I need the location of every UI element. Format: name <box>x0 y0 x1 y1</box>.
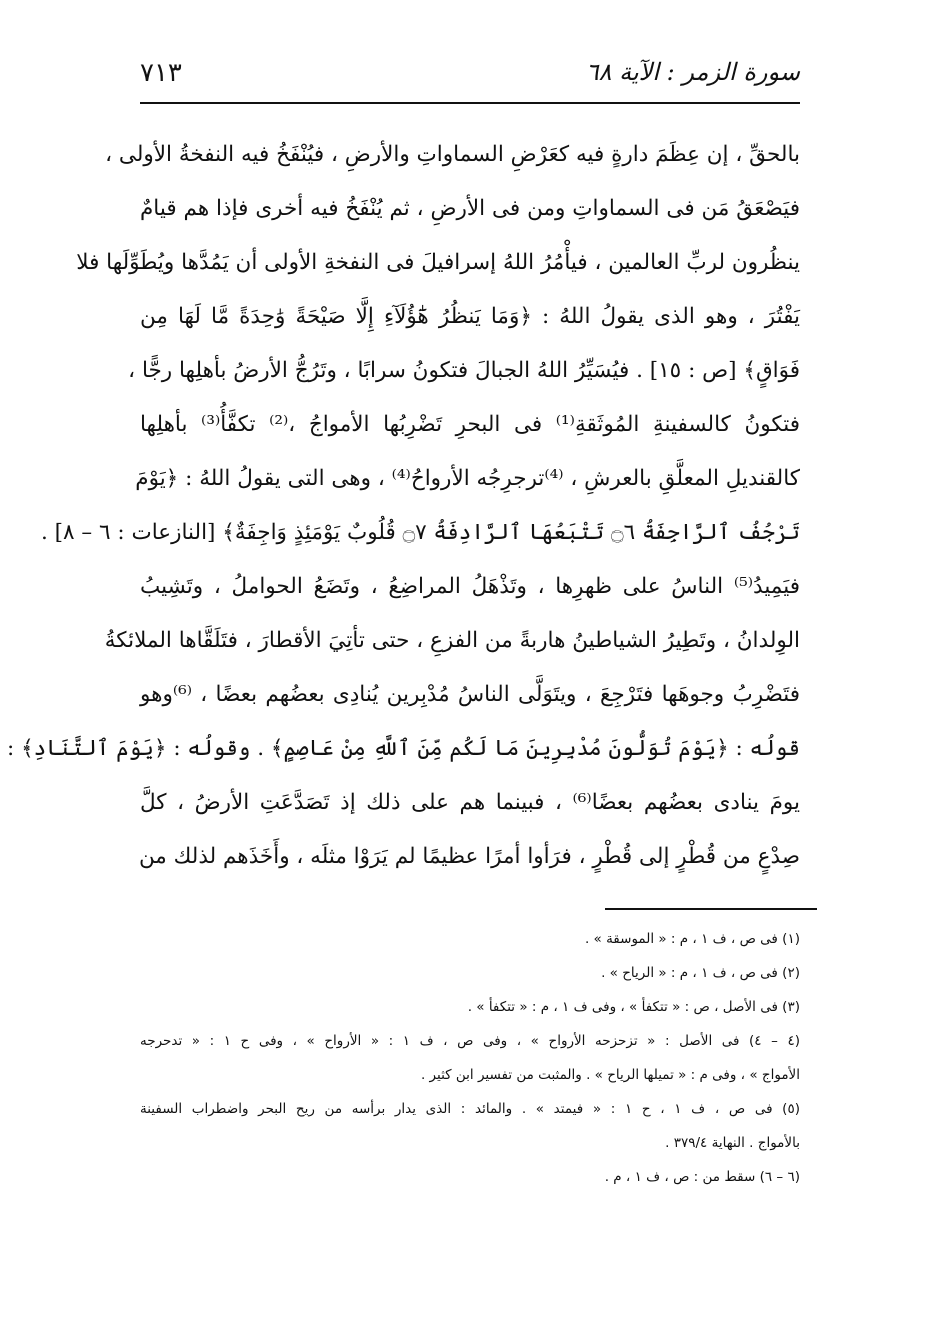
body-line: فيَصْعَقُ مَن فى السماواتِ ومن فى الأرضِ ، ثم يُنْفَخُ فيه أخرى فإذا هم قيامٌ <box>140 196 800 221</box>
body-line: فتَضْرِبُ وجوهَها فتَرْجِعَ ، ويتَوَلَّى الناسُ مُدْبِرين يُنادِى بعضُهم بعضًا ، ⁽⁶⁾وهو <box>140 682 800 707</box>
footnote-rule <box>605 908 817 910</box>
footnote: (٦ – ٦) سقط من : ص ، ف ١ ، م . <box>604 1169 800 1185</box>
footnote-continuation: الأمواج » ، وفى م : « تميلها الرياح » . والمثبت من تفسير ابن كثير . <box>420 1067 800 1083</box>
footnote: (١) فى ص ، ف ١ ، م : « الموسقة » . <box>584 931 800 947</box>
body-line: فَوَاقٍ﴾ [ص : ١٥] . فيُسَيِّرُ اللهُ الجبالَ فتكونُ سرابًا ، وتَرُجُّ الأرضُ بأهلِها رجًّا ، <box>128 358 800 383</box>
body-line: الوِلدانُ ، وتَطِيرُ الشياطينُ هاربةً من الفزعِ ، حتى تأتِيَ الأقطارَ ، فتَلَقَّاها الملائكةُ <box>104 628 800 653</box>
body-text <box>7 128 800 884</box>
footnote: (٥) فى ص ، ف ١ ، ح ١ : « فيمتد » . والمائد : الذى يدار برأسه من ريح البحر واضطراب السفينة <box>140 1101 800 1117</box>
body-line: يومَ ينادى بعضُهم بعضًا⁽⁶⁾ ، فبينما هم على ذلك إذ تَصَدَّعَتِ الأرضُ ، كلَّ <box>140 790 800 815</box>
body-line: صِدْعٍ من قُطْرٍ إلى قُطْرٍ ، فرَأوا أمرًا عظيمًا لم يَرَوْا مثلَه ، وأَخَذَهم لذلك من <box>138 844 800 869</box>
body-line: بالحقِّ ، إن عِظَمَ دارةٍ فيه كعَرْضِ السماواتِ والأرضِ ، فيُنْفَخُ فيه النفخةُ الأولى ، <box>105 142 800 167</box>
running-title: سورة الزمر : الآية ٦٨ <box>585 58 800 86</box>
page-number: ٧١٣ <box>140 58 182 88</box>
footnotes <box>140 922 800 1194</box>
body-line: كالقنديلِ المعلَّقِ بالعرشِ ، ⁽⁴⁾ترجرِجُه الأرواحُ⁽⁴⁾ ، وهى التى يقولُ اللهُ : ﴿يَوْمَ <box>135 466 800 491</box>
body-line: قولُه : ﴿يَوْمَ تُوَلُّونَ مُدْبِرِينَ مَا لَكُم مِّنَ ٱللَّهِ مِنْ عَاصِمٍ﴾ . وقولُه : ﴿يَوْمَ ٱلتَّنَادِ﴾ : <box>7 736 800 761</box>
footnote: (٤ – ٤) فى الأصل : « تزحزحه الأرواح » ، وفى ص ، ف ١ : « الأرواح » ، وفى ح ١ : « تدحرجه <box>140 1033 800 1049</box>
header-rule <box>140 102 800 104</box>
body-line: فيَمِيدُ⁽⁵⁾ الناسُ على ظهرِها ، وتَذْهَلُ المراضِعُ ، وتَضَعُ الحواملُ ، وتَشِيبُ <box>140 574 800 599</box>
page-header <box>140 58 800 98</box>
footnote: (٣) فى الأصل ، ص : « تتكفأ » ، وفى ف ١ ، م : « تتكفأ » . <box>467 999 800 1015</box>
footnote: (٢) فى ص ، ف ١ ، م : « الرياح » . <box>601 965 800 981</box>
footnote-continuation: بالأمواج . النهاية ٣٧٩/٤ . <box>665 1135 800 1151</box>
body-line: ينظُرون لربِّ العالمين ، فيأْمُرُ اللهُ إسرافيلَ فى النفخةِ الأولى أن يَمُدَّها ويُطَوِّلَها فلا <box>76 250 800 275</box>
body-line: فتكونُ كالسفينةِ المُوثَقةِ⁽¹⁾ فى البحرِ تَضْرِبُها الأمواجُ ،⁽²⁾ تكفَّأُ⁽³⁾ بأهلِها <box>140 412 800 437</box>
body-line: يَفْتُرَ ، وهو الذى يقولُ اللهُ : ﴿وَمَا يَنظُرُ هَٰٓؤُلَآءِ إِلَّا صَيْحَةً وَٰحِدَةً مَّا لَهَا مِن <box>140 304 800 329</box>
body-line: تَرْجُفُ ٱلرَّاجِفَةُ ۝٦ تَتْبَعُهَا ٱلرَّادِفَةُ ۝٧ قُلُوبٌ يَوْمَئِذٍ وَاجِفَةٌ﴾ [النازعات : ٦ – ٨] . <box>40 520 800 545</box>
